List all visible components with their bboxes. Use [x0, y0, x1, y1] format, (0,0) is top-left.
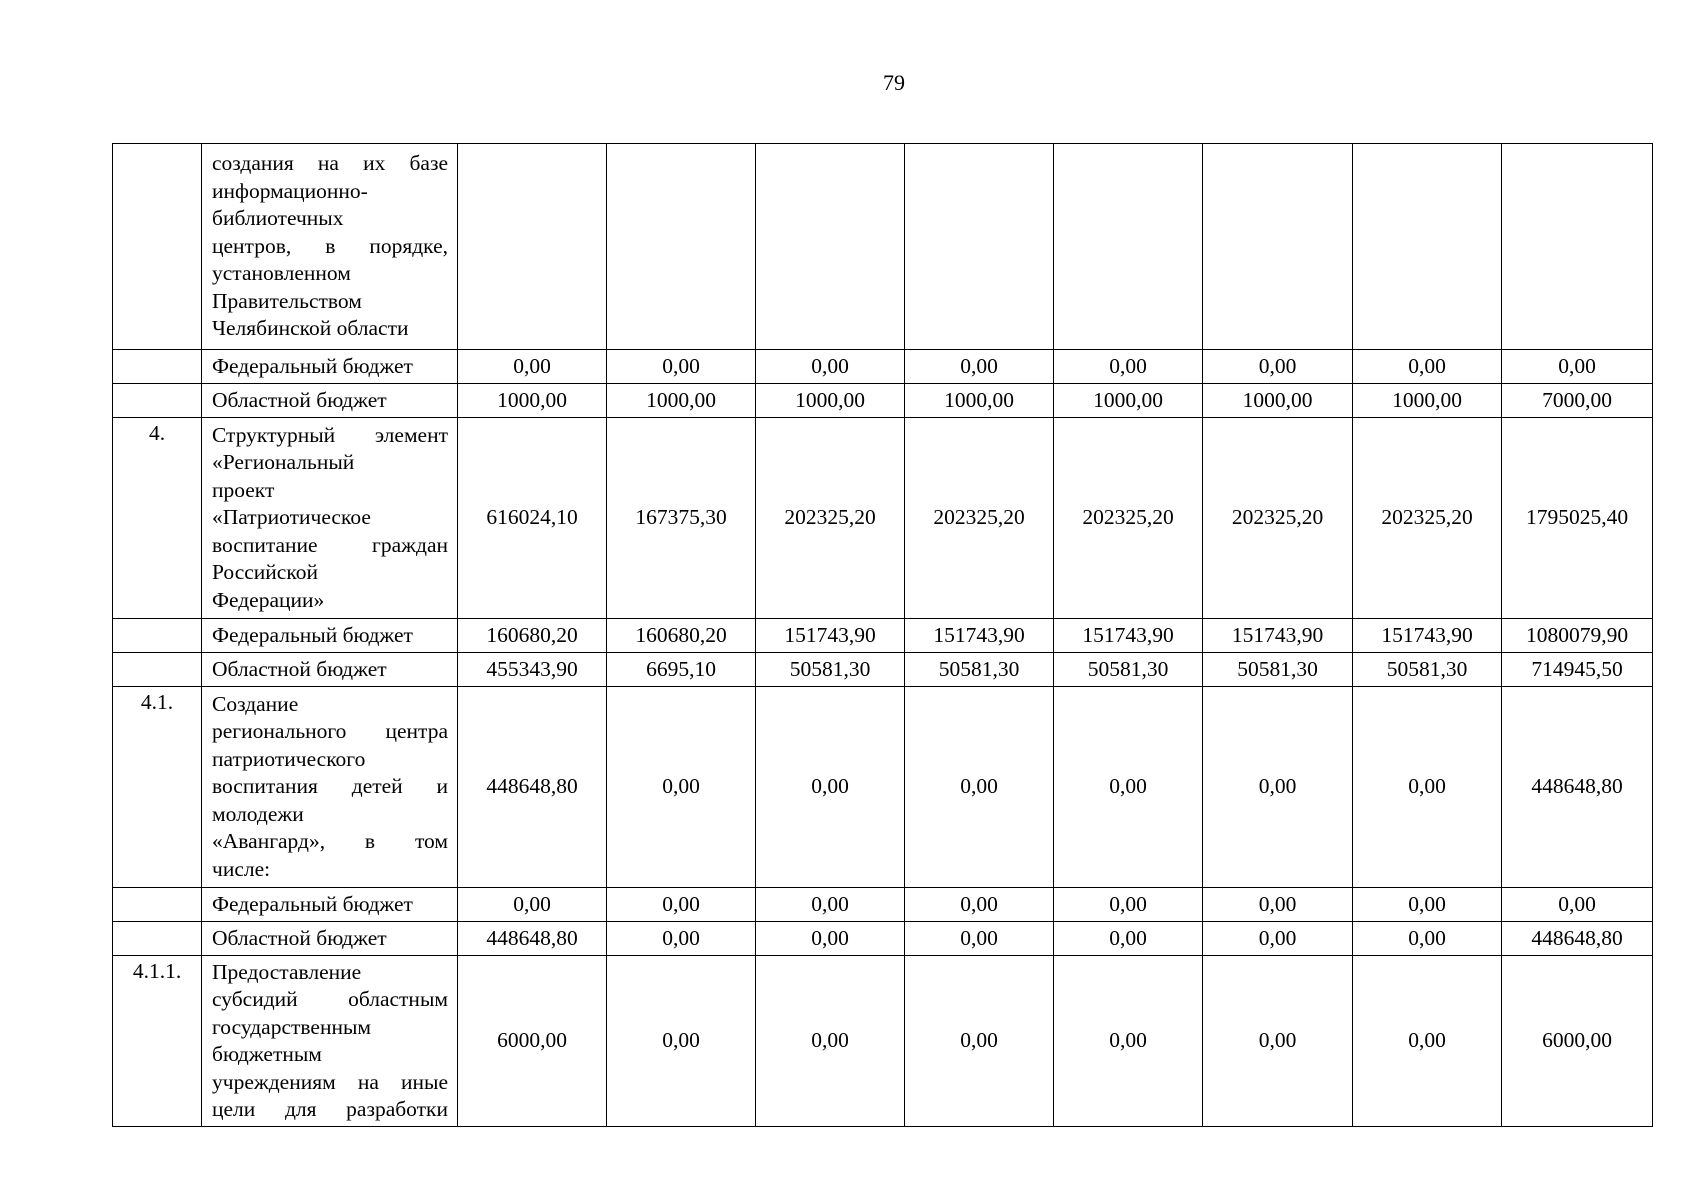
value-cell: 1000,00 — [1353, 384, 1502, 418]
value-cell: 0,00 — [1502, 888, 1653, 922]
value-cell: 0,00 — [458, 888, 607, 922]
value-cell — [1054, 144, 1203, 350]
row-name-cell — [202, 653, 458, 687]
row-name-line: Структурный элемент — [212, 422, 448, 447]
row-number-cell — [113, 384, 202, 418]
value-cell: 50581,30 — [1054, 653, 1203, 687]
value-cell: 616024,10 — [458, 418, 607, 619]
row-name-line: Областной бюджет — [212, 657, 387, 681]
row-name-cell — [202, 418, 458, 619]
value-cell — [607, 144, 756, 350]
value-cell: 50581,30 — [905, 653, 1054, 687]
value-cell: 202325,20 — [905, 418, 1054, 619]
row-name-line: учреждениям на иные — [212, 1069, 448, 1094]
value-cell: 1000,00 — [1054, 384, 1203, 418]
table-row — [113, 384, 1653, 418]
row-name-line: Федеральный бюджет — [212, 354, 413, 378]
table-row — [113, 888, 1653, 922]
value-cell — [756, 144, 905, 350]
value-cell: 0,00 — [1203, 350, 1353, 384]
row-number-cell — [113, 653, 202, 687]
row-name-line: Предоставление — [212, 959, 362, 984]
table-body — [113, 144, 1653, 1127]
value-cell: 0,00 — [1203, 956, 1353, 1127]
row-name-line: субсидий областным — [212, 987, 448, 1011]
value-cell: 448648,80 — [458, 687, 607, 888]
value-cell: 6000,00 — [458, 956, 607, 1127]
value-cell: 0,00 — [756, 687, 905, 888]
row-number-cell: 4.1. — [113, 687, 202, 888]
table-row — [113, 350, 1653, 384]
value-cell: 0,00 — [756, 888, 905, 922]
value-cell: 0,00 — [1353, 687, 1502, 888]
value-cell: 0,00 — [905, 922, 1054, 956]
value-cell: 0,00 — [607, 687, 756, 888]
value-cell: 0,00 — [607, 350, 756, 384]
row-name-cell — [202, 144, 458, 350]
value-cell — [1353, 144, 1502, 350]
row-name-cell — [202, 687, 458, 888]
value-cell: 1000,00 — [458, 384, 607, 418]
row-name-line: государственным — [212, 1014, 372, 1039]
row-number-cell — [113, 350, 202, 384]
value-cell: 50581,30 — [1203, 653, 1353, 687]
row-name-line: центров, в порядке, — [212, 233, 448, 258]
value-cell: 0,00 — [1203, 888, 1353, 922]
value-cell: 0,00 — [607, 922, 756, 956]
row-name-line: числе: — [212, 856, 271, 881]
table-row — [113, 619, 1653, 653]
row-number-cell — [113, 619, 202, 653]
value-cell: 151743,90 — [1353, 619, 1502, 653]
value-cell: 448648,80 — [458, 922, 607, 956]
value-cell: 0,00 — [1054, 350, 1203, 384]
value-cell: 1795025,40 — [1502, 418, 1653, 619]
value-cell: 160680,20 — [607, 619, 756, 653]
value-cell: 0,00 — [1054, 922, 1203, 956]
value-cell: 0,00 — [756, 350, 905, 384]
table-row — [113, 144, 1653, 350]
table-row — [113, 653, 1653, 687]
value-cell: 0,00 — [905, 956, 1054, 1127]
row-name-line: воспитание граждан — [212, 532, 448, 557]
table-row — [113, 687, 1653, 888]
value-cell: 1080079,90 — [1502, 619, 1653, 653]
value-cell: 167375,30 — [607, 418, 756, 619]
value-cell: 0,00 — [607, 956, 756, 1127]
value-cell: 50581,30 — [756, 653, 905, 687]
value-cell: 1000,00 — [905, 384, 1054, 418]
value-cell: 1000,00 — [607, 384, 756, 418]
row-name-line: Создание — [212, 691, 299, 716]
row-number-cell: 4.1.1. — [113, 956, 202, 1127]
row-name-line: бюджетным — [212, 1042, 322, 1066]
value-cell: 151743,90 — [756, 619, 905, 653]
row-name-line: Челябинской области — [212, 316, 409, 341]
row-name-line: Правительством — [212, 288, 362, 313]
value-cell: 448648,80 — [1502, 922, 1653, 956]
row-name-cell — [202, 922, 458, 956]
value-cell: 0,00 — [905, 350, 1054, 384]
row-number-cell — [113, 144, 202, 350]
value-cell: 0,00 — [1353, 922, 1502, 956]
row-name-cell — [202, 350, 458, 384]
value-cell: 714945,50 — [1502, 653, 1653, 687]
row-name-cell — [202, 956, 458, 1127]
row-name-line: создания на их базе — [212, 151, 448, 176]
value-cell: 0,00 — [1054, 956, 1203, 1127]
row-number-cell: 4. — [113, 418, 202, 619]
budget-table — [112, 143, 1653, 1127]
row-name-line: Федеральный бюджет — [212, 623, 413, 647]
value-cell: 0,00 — [756, 956, 905, 1127]
value-cell — [905, 144, 1054, 350]
value-cell — [1203, 144, 1353, 350]
value-cell: 6000,00 — [1502, 956, 1653, 1127]
row-name-line: «Патриотическое — [212, 505, 371, 530]
row-name-line: молодежи — [212, 801, 304, 826]
row-name-line: Федеральный бюджет — [212, 892, 413, 916]
value-cell: 151743,90 — [1054, 619, 1203, 653]
row-name-line: Российской — [212, 560, 318, 585]
row-name-cell — [202, 384, 458, 418]
value-cell — [1502, 144, 1653, 350]
value-cell: 0,00 — [1203, 687, 1353, 888]
row-name-line: библиотечных — [212, 206, 344, 231]
value-cell: 202325,20 — [1203, 418, 1353, 619]
value-cell: 455343,90 — [458, 653, 607, 687]
row-name-line: «Региональный — [212, 450, 355, 475]
value-cell: 0,00 — [756, 922, 905, 956]
value-cell: 151743,90 — [1203, 619, 1353, 653]
value-cell: 202325,20 — [1054, 418, 1203, 619]
value-cell: 0,00 — [905, 687, 1054, 888]
table-row — [113, 956, 1653, 1127]
value-cell: 6695,10 — [607, 653, 756, 687]
row-name-cell — [202, 619, 458, 653]
row-name-line: информационно- — [212, 178, 368, 203]
row-number-cell — [113, 922, 202, 956]
value-cell: 448648,80 — [1502, 687, 1653, 888]
value-cell: 0,00 — [1353, 956, 1502, 1127]
value-cell: 0,00 — [1502, 350, 1653, 384]
row-number-cell — [113, 888, 202, 922]
value-cell: 0,00 — [1353, 350, 1502, 384]
value-cell: 0,00 — [607, 888, 756, 922]
value-cell: 7000,00 — [1502, 384, 1653, 418]
table-row — [113, 922, 1653, 956]
value-cell: 202325,20 — [756, 418, 905, 619]
row-name-line: Федерации» — [212, 587, 325, 612]
value-cell: 0,00 — [905, 888, 1054, 922]
value-cell: 0,00 — [1203, 922, 1353, 956]
row-name-line: воспитания детей и — [212, 774, 448, 799]
value-cell: 0,00 — [1054, 888, 1203, 922]
value-cell: 0,00 — [1353, 888, 1502, 922]
value-cell — [458, 144, 607, 350]
row-name-line: Областной бюджет — [212, 926, 387, 950]
row-name-cell — [202, 888, 458, 922]
value-cell: 160680,20 — [458, 619, 607, 653]
page-number: 79 — [883, 70, 905, 95]
value-cell: 151743,90 — [905, 619, 1054, 653]
value-cell: 0,00 — [1054, 687, 1203, 888]
value-cell: 1000,00 — [1203, 384, 1353, 418]
row-name-line: проект — [212, 477, 275, 502]
value-cell: 202325,20 — [1353, 418, 1502, 619]
value-cell: 1000,00 — [756, 384, 905, 418]
value-cell: 50581,30 — [1353, 653, 1502, 687]
value-cell: 0,00 — [458, 350, 607, 384]
row-name-line: «Авангард», в том — [212, 829, 448, 854]
table-row — [113, 418, 1653, 619]
row-name-line: цели для разработки — [212, 1097, 448, 1121]
row-name-line: установленном — [212, 261, 351, 286]
row-name-line: регионального центра — [212, 719, 448, 744]
row-name-line: Областной бюджет — [212, 388, 387, 412]
row-name-line: патриотического — [212, 746, 366, 771]
